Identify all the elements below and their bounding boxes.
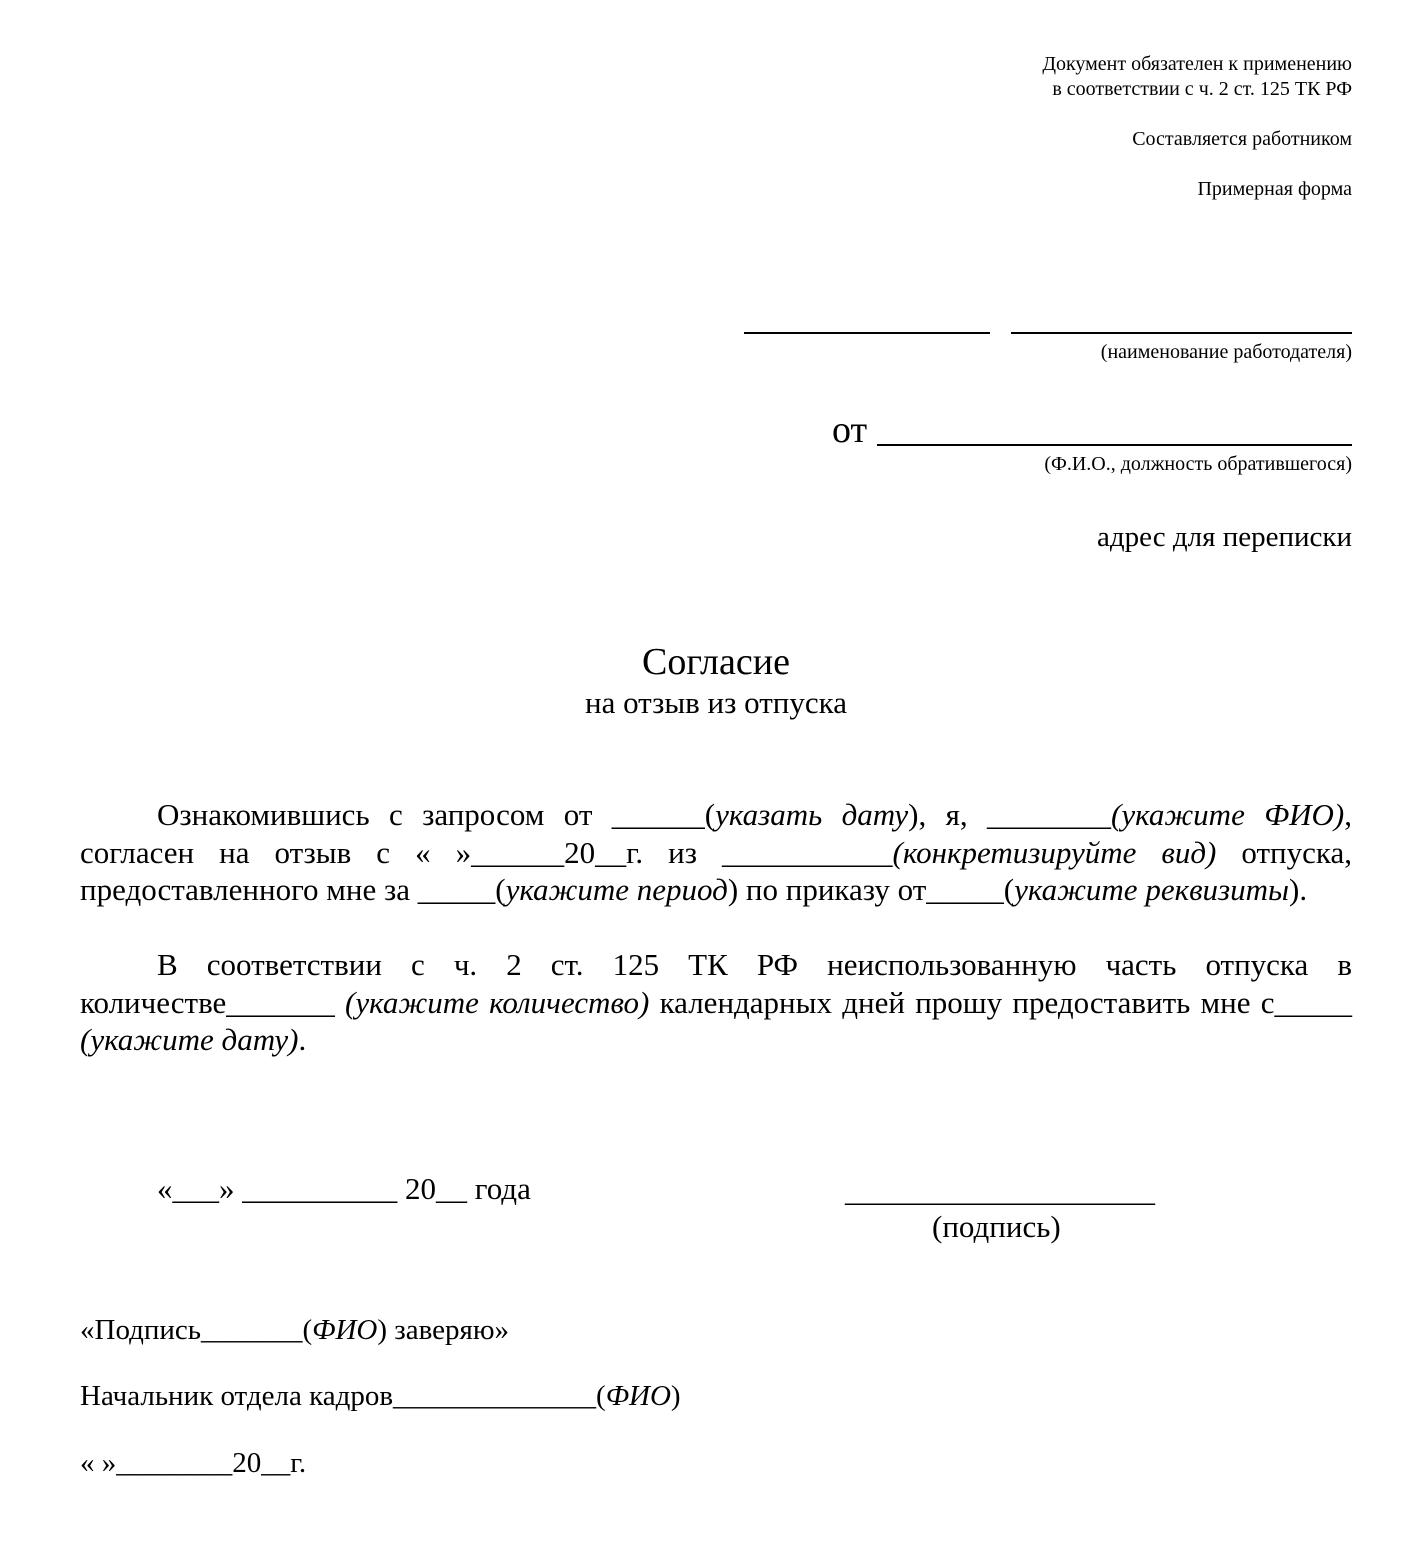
p2-hint-date: (укажите дату) (80, 1022, 299, 1057)
signature-label: (подпись) (932, 1209, 1061, 1244)
signature-certification (80, 1312, 509, 1348)
p1-hint-kind: (конкретизируйте вид) (892, 834, 1217, 870)
p2-text-a: В соответствии с ч. 2 ст. 125 ТК РФ неиспользованную часть отпуска в количестве_______ (80, 947, 1352, 1020)
notice-line-1: Документ обязателен к применению (1042, 53, 1352, 75)
p2-text-e: . (298, 1022, 307, 1057)
employer-name-label: (наименование работодателя) (1100, 341, 1352, 363)
employer-blank-line-1 (744, 332, 990, 334)
applicant-blank-line (877, 444, 1352, 446)
signature-blank-line: ____________________ (845, 1173, 1155, 1208)
p1-text-k: ). (1289, 872, 1308, 907)
hr-text-c: ) (670, 1380, 681, 1412)
body-paragraph-1 (80, 796, 1352, 909)
cert-hint-fio: ФИО (312, 1314, 378, 1346)
p1-hint-date: указать дату (715, 797, 909, 832)
correspondence-address-label: адрес для переписки (1097, 521, 1352, 553)
hr-head-line (80, 1378, 681, 1414)
employer-blank-line-2 (1011, 332, 1352, 334)
p2-text-c: календарных дней прошу предоставить мне с_____ (649, 984, 1353, 1020)
certification-date: « »________20__г. (80, 1447, 307, 1479)
p1-text-i: ) по приказу от_____( (727, 872, 1015, 907)
notice-line-2: в соответствии с ч. 2 ст. 125 ТК РФ (1052, 78, 1352, 100)
applicant-fio-label: (Ф.И.О., должность обратившегося) (1044, 453, 1352, 475)
document-title: Согласие (642, 641, 790, 683)
header-notice (832, 52, 1352, 102)
p1-hint-period: укажите период (505, 872, 728, 907)
composed-by-note: Составляется работником (1132, 128, 1352, 150)
cert-text-c: ) заверяю» (377, 1314, 510, 1346)
p2-hint-quantity: (укажите количество) (345, 984, 650, 1020)
application-date-line: «___» __________ 20__ года (157, 1171, 531, 1206)
p1-hint-requisites: укажите реквизиты (1014, 872, 1290, 907)
from-word: от (832, 409, 868, 451)
p1-hint-fio: (укажите ФИО) (1111, 797, 1345, 832)
document-subtitle: на отзыв из отпуска (584, 685, 847, 720)
hr-hint-fio: ФИО (605, 1380, 671, 1412)
cert-text-a: «Подпись_______( (80, 1314, 313, 1346)
p1-text-e: , согласен на отзыв с « »______20__г. из ___________ (80, 797, 1352, 870)
p1-text-g: отпуска, предоставленного мне за _____( (80, 834, 1352, 907)
form-type-note: Примерная форма (1197, 178, 1352, 200)
p1-text-a: Ознакомившись с запросом от ______( (157, 797, 716, 832)
hr-text-a: Начальник отдела кадров______________( (80, 1380, 606, 1412)
body-paragraph-2 (80, 946, 1352, 1059)
p1-text-c: ), я, ________ (908, 797, 1112, 832)
